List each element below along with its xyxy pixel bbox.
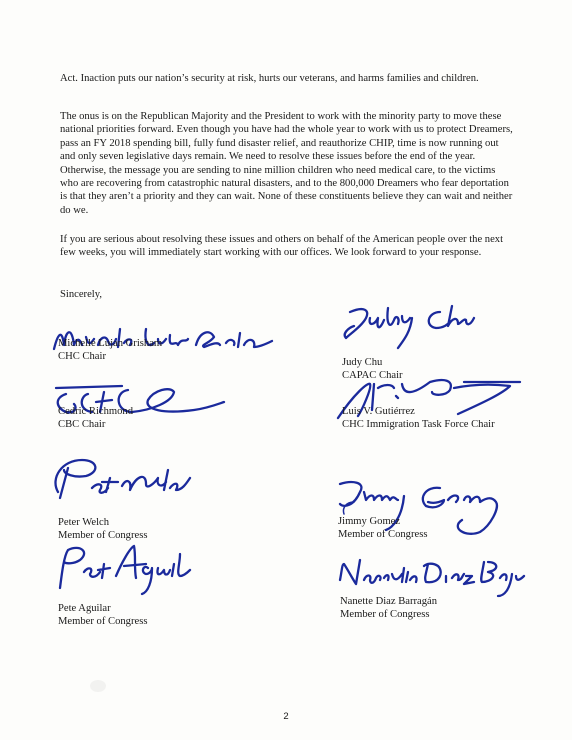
- signatory-role: CAPAC Chair: [342, 370, 403, 381]
- closing-salutation: Sincerely,: [60, 289, 102, 300]
- signature-barragan: [332, 556, 532, 600]
- signatory-name: Jimmy Gomez: [338, 516, 401, 527]
- signatory-name: Peter Welch: [58, 517, 110, 528]
- signatory-role: CBC Chair: [58, 419, 106, 430]
- signatory-role: Member of Congress: [340, 609, 430, 620]
- page-number: 2: [283, 711, 289, 722]
- signature-welch: [42, 454, 202, 510]
- signature-chu: [340, 304, 490, 354]
- paragraph-3: If you are serious about resolving these issues and others on behalf of the American people over the next few weeks, you will immediately start working with our offices. We look forward to your response.: [60, 234, 504, 259]
- paragraph-1: Act. Inaction puts our nation’s security at risk, hurts our veterans, and harms families and children.: [60, 73, 479, 84]
- signatory-name: Luis V. Gutiérrez: [342, 406, 415, 417]
- signatory-name: Michelle Lujan Grisham: [58, 338, 163, 349]
- signatory-name: Judy Chu: [342, 357, 383, 368]
- signatory-role: Member of Congress: [58, 616, 148, 627]
- signature-aguilar: [50, 542, 200, 598]
- signatory-name: Cedric Richmond: [58, 406, 134, 417]
- signatory-name: Pete Aguilar: [58, 603, 111, 614]
- paragraph-2: The onus is on the Republican Majority and the President to work with the minority party to move these national priorities forward. Even though you have had the whole year to work with us to protect Dreamers, pass an FY 2018 spending bill, fully fund disaster relief, and reauthorize CHIP, time is now running out and only seven legislative days remain. We need to resolve these issues before the end of the year. Otherwise, the message you are sending to nine million children who need medical care, to the victims who are recovering from catastrophic natural disasters, and to the 800,000 Dreamers who fear deportation is that they aren’t a priority and they can wait. None of these constituents believe they can wait and neither do we.: [60, 111, 513, 216]
- signatory-role: Member of Congress: [338, 529, 428, 540]
- signatory-role: Member of Congress: [58, 530, 148, 541]
- signatory-role: CHC Chair: [58, 351, 106, 362]
- signatory-role: CHC Immigration Task Force Chair: [342, 419, 495, 430]
- paper-smudge: [90, 680, 106, 692]
- signatory-name: Nanette Diaz Barragán: [340, 596, 438, 607]
